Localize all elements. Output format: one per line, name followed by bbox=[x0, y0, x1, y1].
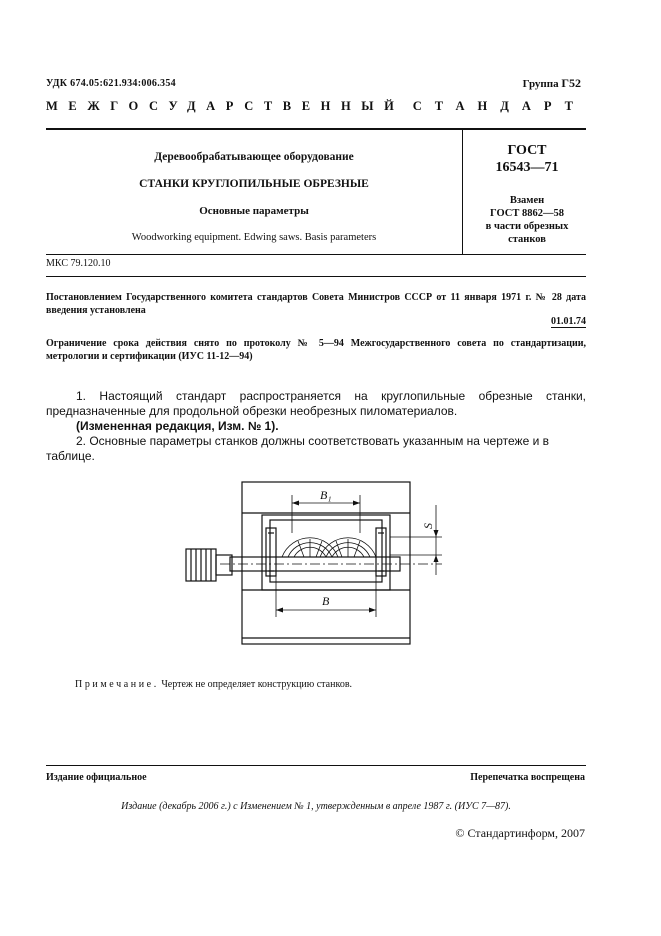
dimension-b-label: B bbox=[322, 594, 330, 608]
paragraph-2: 2. Основные параметры станков должны соответствовать указанным на чертеже и в таблице. bbox=[46, 434, 549, 463]
reprint-prohibited: Перепечатка воспрещена bbox=[470, 772, 585, 783]
saw-blades bbox=[282, 538, 376, 557]
title-english: Woodworking equipment. Edwing saws. Basis parameters bbox=[131, 232, 377, 243]
replace-line-1: Взамен bbox=[509, 195, 545, 206]
machine-frame bbox=[242, 482, 410, 644]
left-bearing bbox=[266, 528, 276, 576]
mks-code: МКС 79.120.10 bbox=[46, 258, 111, 269]
udk-code: УДК 674.05:621.934:006.354 bbox=[46, 78, 176, 89]
header-rule bbox=[46, 128, 586, 130]
decree-text: Постановлением Государственного комитета стандартов Совета Министров СССР от 11 января 1971 г. № 28 дата введения установлена bbox=[46, 292, 586, 316]
dimension-s-label: S bbox=[421, 523, 435, 529]
right-bearing bbox=[376, 528, 386, 576]
saw-chamber bbox=[262, 515, 390, 590]
replacement-block bbox=[468, 194, 586, 246]
replace-line-4: станков bbox=[508, 234, 546, 245]
group-label: Группа bbox=[522, 78, 559, 90]
group-value: Г52 bbox=[561, 76, 581, 90]
banner-word-interstate: МЕЖГОСУДАРСТВЕННЫЙ bbox=[46, 99, 405, 113]
group-code bbox=[523, 76, 581, 91]
limitation-text: Ограничение срока действия снято по протоколу № 5—94 Межгосударственного совета по стандартизации, метрологии и сертификации (ИУС 11-12—94) bbox=[46, 338, 586, 362]
title-divider bbox=[462, 129, 463, 254]
official-edition: Издание официальное bbox=[46, 772, 147, 783]
note-word: Примечание. bbox=[75, 679, 159, 690]
title-line-1: Деревообрабатывающее оборудование bbox=[154, 151, 354, 163]
mks-rule bbox=[46, 276, 586, 277]
paragraph-1-amendment: (Измененная редакция, Изм. № 1). bbox=[76, 419, 279, 433]
saw-machine-drawing bbox=[180, 475, 450, 670]
drive-pulley bbox=[186, 549, 232, 581]
gost-number: 16543—71 bbox=[495, 160, 559, 175]
replace-line-3: в части обрезных bbox=[485, 221, 569, 232]
drawing-note bbox=[75, 679, 352, 690]
footer-rule bbox=[46, 765, 586, 766]
title-line-3: Основные параметры bbox=[199, 205, 309, 217]
title-line-2: СТАНКИ КРУГЛОПИЛЬНЫЕ ОБРЕЗНЫЕ bbox=[139, 178, 369, 190]
gost-name: ГОСТ bbox=[507, 143, 547, 158]
dimension-b1-label: B₁ bbox=[320, 488, 332, 502]
gost-number-block bbox=[468, 142, 586, 176]
banner-word-standard: СТАНДАРТ bbox=[412, 99, 586, 113]
note-text: Чертеж не определяет конструкцию станков. bbox=[158, 679, 353, 690]
copyright: © Стандартинформ, 2007 bbox=[455, 826, 585, 840]
title-bottom-rule bbox=[46, 254, 586, 255]
edition-info: Издание (декабрь 2006 г.) с Изменением № 1, утвержденным в апреле 1987 г. (ИУС 7—87). bbox=[121, 801, 511, 812]
paragraph-1: 1. Настоящий стандарт распространяется на круглопильные обрезные станки, предназначенные для продольной обрезки необрезных пиломатериалов. bbox=[46, 389, 586, 418]
standard-banner bbox=[46, 99, 586, 114]
replace-line-2: ГОСТ 8862—58 bbox=[490, 208, 564, 219]
effective-date: 01.01.74 bbox=[551, 316, 586, 327]
